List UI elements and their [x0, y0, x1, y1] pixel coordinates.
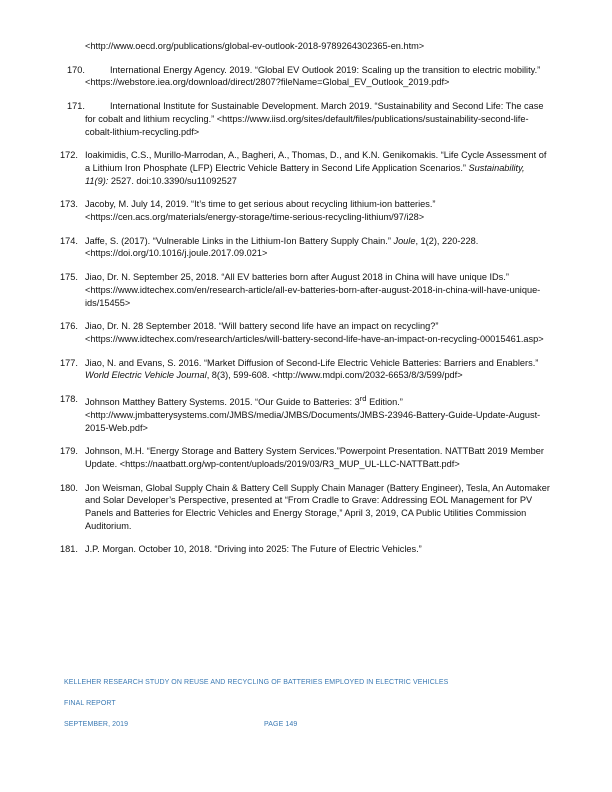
reference-text-part: Johnson Matthey Battery Systems. 2015. “Our Guide to Batteries: 3: [85, 397, 360, 408]
reference-list: [60, 40, 550, 567]
reference-number: 174.: [60, 235, 78, 246]
reference-175: [60, 271, 550, 309]
reference-number: 175.: [60, 272, 78, 283]
reference-number: 180.: [60, 482, 78, 493]
reference-number: 178.: [60, 394, 78, 405]
reference-text-part: Jaffe, S. (2017). “Vulnerable Links in the Lithium-Ion Battery Supply Chain.”: [85, 235, 391, 246]
reference-continuation: <http://www.oecd.org/publications/global-ev-outlook-2018-9789264302365-en.htm>: [85, 41, 425, 51]
reference-171: [60, 100, 550, 138]
reference-text: Jiao, Dr. N. 28 September 2018. “Will battery second life have an impact on recycling?” <https://www.idtechex.com/research/articles/will-battery-second-life-have-an-impact-on-recycling-00015461.asp>: [85, 321, 544, 344]
reference-178: [60, 393, 550, 434]
reference-172: [60, 149, 550, 187]
reference-text: Jon Weisman, Global Supply Chain & Battery Cell Supply Chain Manager (Battery Engineer), Tesla, An Automaker and Solar Developer’s Perspective, presented at “From Cradle to Grave: Addressing EOL Management for PV Panels and Batteries for Electric Vehicles and Energy Storage,” April 3, 2019, CA Public Utilities Commission Auditorium.: [85, 482, 550, 531]
reference-number: 173.: [60, 199, 78, 210]
reference-text: Jacoby, M. July 14, 2019. “It’s time to get serious about recycling lithium-ion batteries.” <https://cen.acs.org/materials/energy-storage/time-serious-recycling-lithium/97/i28>: [85, 199, 436, 223]
footer-study-title: KELLEHER RESEARCH STUDY ON REUSE AND RECYCLING OF BATTERIES EMPLOYED IN ELECTRIC VEHICLES: [64, 679, 449, 686]
footer-date: SEPTEMBER, 2019: [64, 721, 129, 728]
reference-177: [60, 357, 550, 382]
reference-174: [60, 235, 550, 260]
reference-text: [85, 393, 550, 434]
reference-text-part: Edition.” <http://www.jmbatterysystems.com/JMBS/media/JMBS/Documents/JMBS-23946-Battery-Guide-Update-August-2015-Web.pdf>: [85, 397, 541, 433]
journal-title: Sustainability, 11(9):: [85, 162, 525, 186]
reference-text: [85, 149, 550, 187]
reference-number: 176.: [60, 321, 78, 332]
reference-text-part: , 1(2), 220-228. <https://doi.org/10.1016/j.joule.2017.09.021>: [85, 235, 479, 259]
journal-title: World Electric Vehicle Journal: [85, 370, 207, 381]
reference-179: [60, 445, 550, 470]
reference-173: [60, 198, 550, 223]
reference-number: 181.: [60, 544, 78, 555]
reference-number: 171.: [67, 101, 85, 112]
reference-181: [60, 543, 550, 556]
reference-text-part: Ioakimidis, C.S., Murillo-Marrodan, A., Bagheri, A., Thomas, D., and K.N. Genikomakis. “Life Cycle Assessment of a Lithium Iron Phosphate (LFP) Electric Vehicle Battery in Second Life Application Scenarios.”: [85, 150, 547, 173]
reference-180: [60, 482, 550, 533]
reference-text: Johnson, M.H. “Energy Storage and Battery System Services.”Powerpoint Presentation. NATTBatt 2019 Member Update. <https://naatbatt.org/wp-content/uploads/2019/03/R3_MUP_UL-LLC-NATTBatt.pdf>: [85, 446, 544, 469]
reference-text-part: 2527. doi:10.3390/su11092527: [110, 175, 237, 186]
footer-date-page: [64, 721, 298, 728]
reference-176: [60, 320, 550, 345]
reference-number: 172.: [60, 150, 78, 161]
footer-page-number: PAGE 149: [264, 721, 298, 728]
reference-170: [60, 64, 550, 89]
journal-title: Joule: [393, 235, 416, 246]
ordinal-superscript: rd: [359, 394, 367, 404]
reference-text: [85, 235, 550, 260]
reference-text-part: , 8(3), 599-608. <http://www.mdpi.com/2032-6653/8/3/599/pdf>: [206, 370, 463, 381]
reference-number: 177.: [60, 357, 78, 368]
reference-text: Jiao, Dr. N. September 25, 2018. “All EV batteries born after August 2018 in China will have unique IDs.” <https://www.idtechex.com/en/research-article/all-ev-batteries-born-after-august-2018-in-china-will-have-unique-ids/15455>: [85, 272, 541, 308]
reference-text: [85, 357, 550, 382]
reference-text: International Institute for Sustainable Development. March 2019. “Sustainability and Second Life: The case for cobalt and lithium recycling.” <https://www.iisd.org/sites/default/files/publications/sustainability-second-life-cobalt-lithium-recycling.pdf>: [85, 101, 544, 137]
reference-text-part: Jiao, N. and Evans, S. 2016. “Market Diffusion of Second-Life Electric Vehicle Batteries: Barriers and Enablers.”: [85, 357, 539, 368]
footer-report-label: FINAL REPORT: [64, 700, 116, 707]
reference-number: 170.: [67, 64, 85, 75]
reference-text: J.P. Morgan. October 10, 2018. “Driving into 2025: The Future of Electric Vehicles.”: [85, 544, 422, 555]
reference-text: International Energy Agency. 2019. “Global EV Outlook 2019: Scaling up the transition to electric mobility.” <https://webstore.iea.org/download/direct/2807?fileName=Global_EV_Outlook_2019.pdf>: [85, 64, 541, 88]
reference-number: 179.: [60, 446, 78, 457]
